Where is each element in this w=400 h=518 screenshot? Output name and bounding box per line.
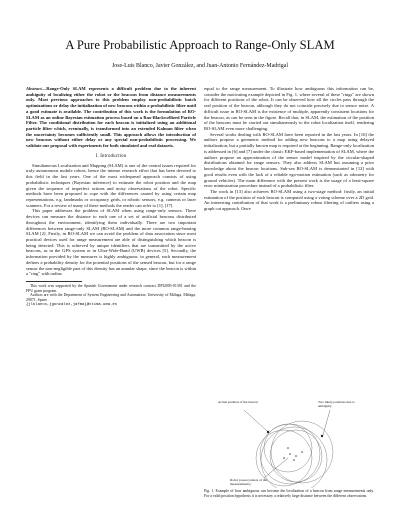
label-actual-position: Actual position of the beacon (218, 400, 258, 404)
actual-beacon-marker (267, 431, 269, 433)
footnote-line-2: Authors are with the Department of System Engineering and Automation, University of Málaga, Málaga, 29071, Spain (26, 293, 196, 303)
footnote-emails: {jlblanco,jgonzalez,jafma}@ctima.uma.es (26, 302, 118, 307)
caption-label: Fig. 1. (204, 489, 215, 493)
intro-paragraph-2: This paper addresses the problem of SLAM when using range-only sensors. These devices can measure the distance to each one of a set of artificial beacons distributed throughout the environment, identifying them individually. There are two important differences between range-only SLAM (RO-SLAM) and the more common range-bearing SLAM [2]. Firstly, in RO-SLAM we can avoid the problem of data association since most practical devices used for range measurement are able of distinguishing which beacon is being detected. This is achieved by unique identifiers that are transmitted by the active beacons, as in the GPS system or in Ultra-Wide-Band (UWB) devices [5]. Secondly, the information provided by the measures is highly ambiguous: in general, each measurement defines a probability density for the potential positions of the sensed beacon, but for a range sensor the non-negligible part of this density has an annular shape, since the beacon is within a "ring" with radius (26, 208, 196, 277)
robot-pose-marker (301, 451, 303, 453)
right-paragraph-3: The work in [13] also achieves RO-SLAM using a two-stage method: firstly, an initial estimation of the position of each beacon is computed using a voting scheme over a 2D grid. An interesting contribution of that work is a preliminary robust filtering of outliers using a graph cut approach. Once (204, 188, 374, 212)
likely-beacon-marker (321, 435, 323, 437)
right-column (204, 86, 374, 212)
robot-pose-marker (293, 459, 295, 461)
abstract (26, 86, 196, 149)
intro-paragraph-1: Simultaneous Localization and Mapping (SLAM) is one of the central issues required for truly autonomous mobile robots, hence the intense research effort that has been devoted to this field in the last years. One of the most widespread approach consists of using probabilistic techniques (Bayesian inference) to estimate the robot position and the map given the sequence of imperfect actions and noisy observations of the robot. Specific methods have been proposed to cope with the differences caused by using certain map representations, e.g. landmarks or occupancy grids, or robotic sensors, e.g. cameras or laser scanners. For a review of many of these methods the reader can refer to [1], [17]. (26, 162, 196, 208)
robot-pose-marker (287, 447, 289, 449)
label-robot-poses: Robot poses (centers of the measurements) (230, 478, 267, 486)
footnote-line-1: This work was supported by the Spanish Government under research contract DPI2005-01391 and the FPU grant program. (26, 284, 196, 293)
robot-pose-marker (283, 457, 285, 459)
left-column (26, 86, 196, 308)
right-paragraph-1: equal to the range measurement. To illustrate how ambiguous this information can be, consider the motivating example depicted in Fig. 1, where several of these "rings" are shown for different positions of the robot. It can be observed how all the circles pass through the real position of the beacon, although they do not coincide precisely due to sensor noise. A difficult issue in RO-SLAM is the existence of multiple, apparently consistent locations for the beacon, as can be seen in the figure. Recall that, in SLAM, the estimation of the position of the beacons must be carried out simultaneously to the robot localization itself, rendering RO-SLAM even more challenging. (204, 86, 374, 132)
figure-1 (204, 396, 374, 488)
paper-title: A Pure Probabilistic Approach to Range-Only SLAM (65, 38, 335, 52)
footnote (26, 284, 196, 308)
figure-1-diagram (204, 396, 374, 488)
paper-authors: Jose-Luis Blanco, Javier González, and Juan-Antonio Fernández-Madrigal (111, 63, 288, 69)
arrow-likely (323, 410, 330, 435)
robot-pose-marker (289, 453, 291, 455)
section-heading-introduction: I. Introduction (95, 153, 127, 159)
footnote-rule (26, 281, 82, 282)
caption-text: Example of how ambiguous can become the localization of a beacon from range measurements only. For a valid position hypothesis it is necessary a relatively large distance between the different observations. (204, 489, 375, 498)
label-likely-positions: Two likely positions due to ambiguity (318, 400, 355, 408)
figure-caption (204, 489, 374, 498)
arrow-actual (244, 410, 267, 431)
right-paragraph-2: Several works dealing with RO-SLAM have been reported in the last years. In [16] the authors propose a geometric method for adding new beacons to a map using delayed initialization, but a partially known map is required at the beginning. Range-only localization is addressed in [6] and [7] under the classic EKF-based implementation of SLAM, where the authors propose an approximation of the sensor model inspired by the circular-shaped distributions obtained for range sensors. They also address SLAM but assuming a prior knowledge about the beacon locations. Sub-sea RO-SLAM is demonstrated in [12] with good results even with the lack of a reliable ego-motion estimation (such as odometry for ground vehicles). The main difference with the present work is the usage of a least-square error minimization procedure instead of a probabilistic filter. (204, 131, 374, 189)
robot-pose-marker (295, 455, 297, 457)
abstract-text: —Range-Only SLAM represents a difficult problem due to the inherent ambiguity of localizing either the robot or the beacons from distance measurements only. Most previous approaches to this problem employ non-probabilistic batch optimizations or delay the initialization of new beacons within a probabilistic filter until a good estimate is available. The contribution of this work is the formulation of RO-SLAM as an online Bayesian estimation process based on a Rao-Blackwellized Particle Filter. The conditional distribution for each beacon is initialized using an additional particle filter which, eventually, is transformed into an extended Kalman filter when the uncertainty becomes sufficiently small. This approach allows the introduction of new beacons without either delay or any special non-probabilistic processing. We validate our proposal with experiments for both simulated and real datasets. (26, 86, 196, 149)
abstract-label: Abstract (26, 86, 42, 91)
